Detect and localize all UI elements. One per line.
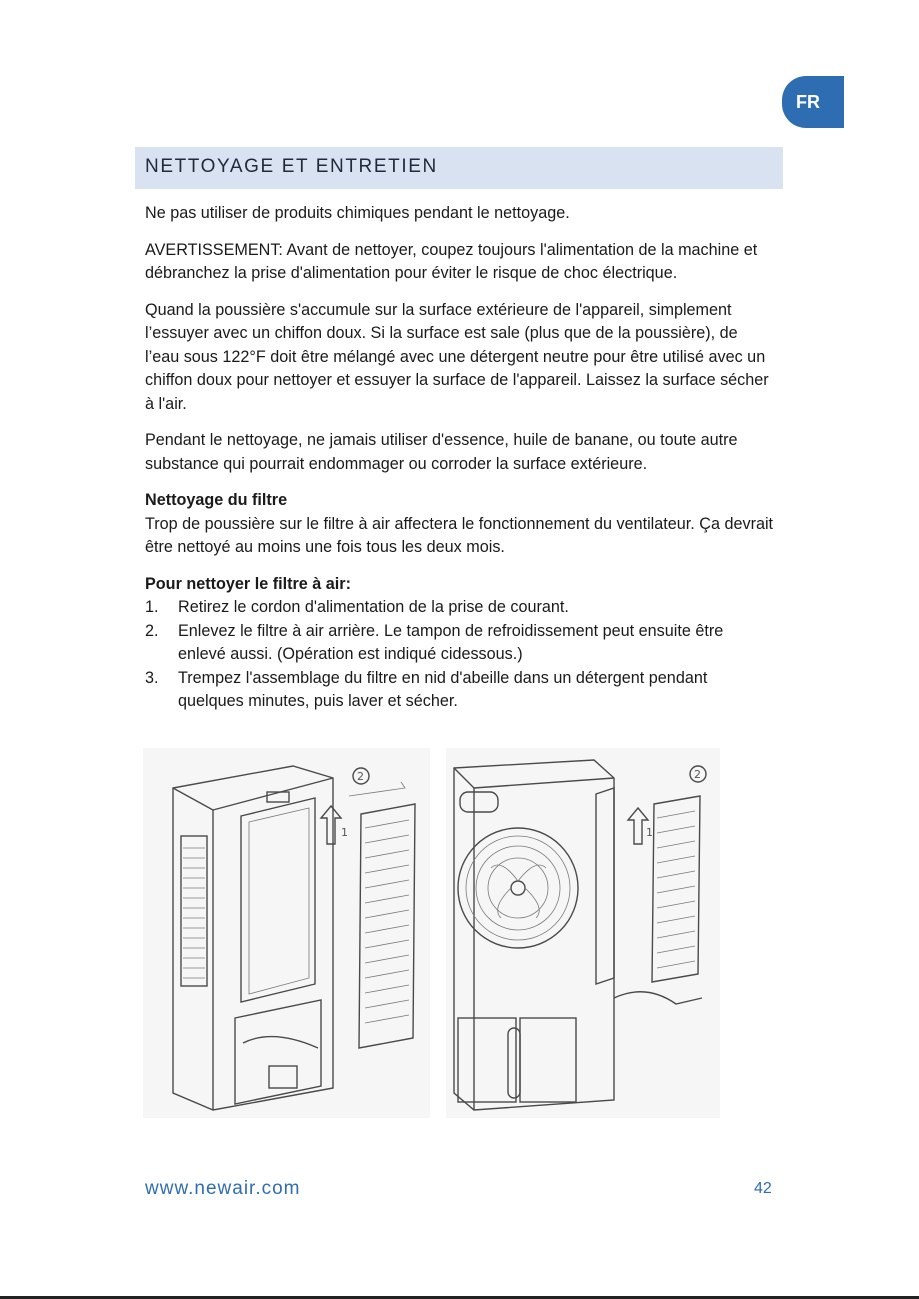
cooler-rear-drawing: [143, 748, 430, 1118]
step-text: Trempez l'assemblage du filtre en nid d'abeille dans un détergent pendant quelques minutes, puis laver et sécher.: [178, 668, 708, 710]
main-content: [145, 202, 775, 714]
callout-1-label: 1: [646, 826, 653, 839]
callout-2-label: 2: [694, 768, 701, 781]
step-item: [145, 596, 775, 620]
paragraph-warning: AVERTISSEMENT: Avant de nettoyer, coupez toujours l'alimentation de la machine et débranchez la prise d'alimentation pour éviter le risque de choc électrique.: [145, 240, 758, 282]
steps-list: [145, 596, 775, 714]
step-number: 3.: [145, 668, 159, 687]
cooler-front-drawing: [446, 748, 720, 1118]
steps-heading: Pour nettoyer le filtre à air:: [145, 574, 351, 593]
filter-text: Trop de poussière sur le filtre à air affectera le fonctionnement du ventilateur. Ça devrait être nettoyé au moins une fois tous les deux mois.: [145, 514, 774, 556]
page-number: 42: [754, 1180, 772, 1197]
front-fan-illustration: [446, 748, 720, 1118]
language-tab: FR: [782, 76, 844, 128]
step-number: 2.: [145, 621, 159, 640]
step-text: Retirez le cordon d'alimentation de la prise de courant.: [178, 598, 569, 616]
filter-heading: Nettoyage du filtre: [145, 491, 288, 509]
callout-1-label: 1: [341, 826, 348, 839]
paragraph-forbidden-substances: Pendant le nettoyage, ne jamais utiliser d'essence, huile de banane, ou toute autre substance qui pourrait endommager ou corroder la surface extérieure.: [145, 431, 738, 473]
section-title: NETTOYAGE ET ENTRETIEN: [135, 147, 783, 189]
step-item: [145, 667, 775, 714]
step-item: [145, 620, 775, 667]
callout-2-label: 2: [357, 770, 364, 783]
rear-filter-illustration: [143, 748, 430, 1118]
step-text: Enlevez le filtre à air arrière. Le tampon de refroidissement peut ensuite être enlevé aussi. (Opération est indiqué cidessous.): [178, 621, 724, 663]
paragraph-no-chemicals: Ne pas utiliser de produits chimiques pendant le nettoyage.: [145, 204, 570, 222]
step-number: 1.: [145, 598, 159, 616]
footer-url: www.newair.com: [145, 1178, 301, 1199]
paragraph-surface-cleaning: Quand la poussière s'accumule sur la surface extérieure de l'appareil, simplement l’essuyer avec un chiffon doux. Si la surface est sale (plus que de la poussière), de l’eau sous 122°F doit être mélangé avec une détergent neutre pour être utilisé avec un chiffon doux pour nettoyer et essuyer la surface de l'appareil. Laissez la surface sécher à l'air.: [145, 300, 769, 413]
